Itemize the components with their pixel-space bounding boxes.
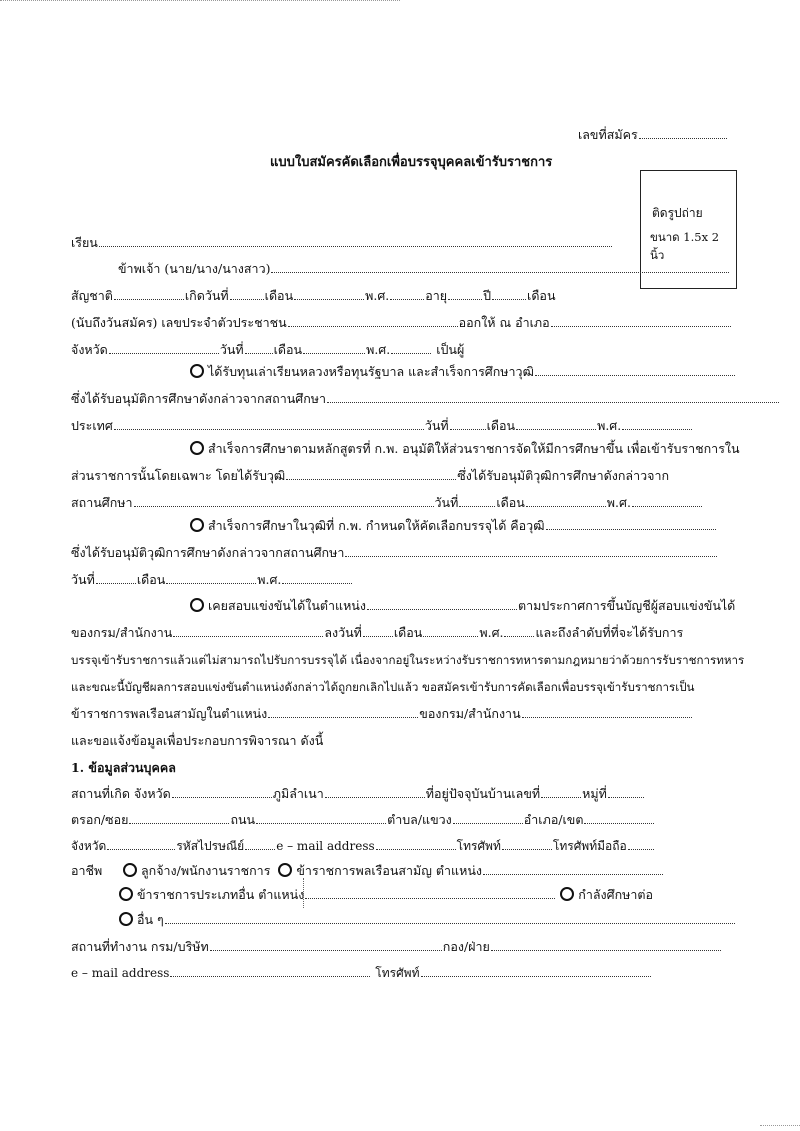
birth-year-field[interactable]: [390, 288, 424, 300]
birthplace-row: [71, 786, 645, 802]
age-label: อายุ: [425, 288, 448, 303]
postcode-field[interactable]: [245, 838, 275, 850]
option-2-year-label: พ.ศ.: [606, 495, 631, 510]
option-2-month-label: เดือน: [496, 495, 525, 510]
issued-date-field[interactable]: [245, 342, 273, 354]
option-4-year-field[interactable]: [504, 625, 534, 637]
option-2-institution-field[interactable]: [134, 495, 434, 507]
option-3-year-label: พ.ศ.: [257, 572, 282, 587]
address-label: ที่อยู่ปัจจุบันบ้านเลขที่: [425, 786, 541, 801]
workplace-field[interactable]: [210, 939, 442, 951]
occupation-others-field[interactable]: [165, 912, 735, 924]
domicile-label: ภูมิลำเนา: [272, 786, 324, 801]
issued-district-field[interactable]: [551, 315, 731, 327]
option-2-row: [190, 441, 740, 457]
option-1-degree-field[interactable]: [535, 364, 735, 376]
other-official-position-field[interactable]: [305, 887, 555, 899]
option-4-civil-position-field[interactable]: [268, 706, 418, 718]
option-2-radio[interactable]: [190, 441, 204, 455]
road-label: ถนน: [230, 812, 256, 827]
birth-month-label: เดือน: [264, 288, 294, 303]
as-of-label: (นับถึงวันสมัคร): [71, 315, 158, 330]
house-number-field[interactable]: [541, 786, 581, 798]
option-2-label: สำเร็จการศึกษาตามหลักสูตรที่ ก.พ. อนุมัติให้ส่วนราชการจัดให้มีการศึกษาขึ้น เพื่อเข้ารับราชการใน: [208, 441, 740, 456]
issued-date-label: วันที่: [219, 342, 244, 357]
option-1-month-label: เดือน: [486, 418, 516, 433]
option-3-institution-field[interactable]: [345, 545, 717, 557]
option-3-approved-label: ซึ่งได้รับอนุมัติวุฒิการศึกษาดังกล่าวจากสถานศึกษา: [71, 545, 345, 560]
road-field[interactable]: [256, 812, 386, 824]
phone-label: โทรศัพท์: [456, 839, 501, 853]
option-1-radio[interactable]: [190, 364, 204, 378]
option-2-degree-field[interactable]: [286, 468, 456, 480]
birthplace-label: สถานที่เกิด จังหวัด: [71, 786, 171, 801]
option-1-row: [190, 364, 736, 380]
occupation-others-radio[interactable]: [119, 912, 133, 926]
occupation-row-2: [119, 887, 653, 903]
option-1-label: ได้รับทุนเล่าเรียนหลวงหรือทุนรัฐบาล และสำเร็จการศึกษาวุฒิ: [208, 364, 534, 379]
nationality-field[interactable]: [114, 288, 184, 300]
option-3-year-field[interactable]: [282, 572, 352, 584]
option-2-date-field[interactable]: [459, 495, 495, 507]
issued-province-field[interactable]: [109, 342, 219, 354]
photo-box-line2: ขนาด 1.5x 2 นิ้ว: [650, 230, 720, 262]
photo-box-line1: ติดรูปถ่าย: [652, 206, 703, 220]
subdistrict-field[interactable]: [453, 812, 523, 824]
scan-edge-bottom: [760, 1125, 800, 1127]
occupation-employee-radio[interactable]: [123, 863, 137, 877]
option-1-year-label: พ.ศ.: [597, 418, 622, 433]
division-field[interactable]: [491, 939, 721, 951]
contact-row: [71, 838, 655, 854]
age-months-field[interactable]: [492, 288, 526, 300]
option-4-para-line2: และขณะนี้บัญชีผลการสอบแข่งขันตำแหน่งดังกล่าวได้ถูกยกเลิกไปแล้ว ขอสมัครเข้ารับการคัดเลือกเพื่อบรรจุเข้ารับราชการเป็น: [71, 680, 695, 694]
province-label: จังหวัด: [71, 839, 107, 853]
issued-province-row: [71, 342, 464, 358]
subdistrict-label: ตำบล/แขวง: [387, 812, 452, 827]
age-years-field[interactable]: [448, 288, 482, 300]
option-1-date-field[interactable]: [450, 418, 486, 430]
option-3-degree-field[interactable]: [546, 518, 716, 530]
option-4-row: [190, 598, 735, 614]
email-label: e – mail address: [276, 839, 375, 853]
work-email-field[interactable]: [170, 965, 370, 977]
postcode-label: รหัสไปรษณีย์: [176, 839, 245, 853]
alley-row: [71, 812, 655, 828]
option-2-date-label: วันที่: [434, 495, 459, 510]
nationality-row: [71, 288, 556, 304]
option-1-approved-row: [71, 391, 780, 407]
option-4-position-row: [71, 706, 693, 722]
nationality-label: สัญชาติ: [71, 288, 113, 303]
option-4-label: เคยสอบแข่งขันได้ในตำแหน่ง: [208, 598, 366, 613]
option-3-date-row: [71, 572, 353, 588]
moo-label: หมู่ที่: [582, 786, 607, 801]
issued-year-field[interactable]: [391, 342, 431, 354]
option-1-country-field[interactable]: [114, 418, 424, 430]
phone-field[interactable]: [502, 838, 552, 850]
option-4-department2-label: ของกรม/สำนักงาน: [419, 706, 521, 721]
moo-field[interactable]: [608, 786, 644, 798]
option-4-year-label: พ.ศ.: [479, 625, 504, 640]
occupation-other-official-radio[interactable]: [119, 887, 133, 901]
option-4-department-label: ของกรม/สำนักงาน: [71, 625, 173, 640]
work-contact-row: [71, 965, 652, 981]
scan-mark: [303, 878, 304, 908]
occupation-other-official-label: ข้าราชการประเภทอื่น ตำแหน่ง: [137, 887, 305, 902]
district-label: อำเภอ/เขต: [523, 812, 584, 827]
option-3-month-field[interactable]: [166, 572, 256, 584]
option-4-department-row: [71, 625, 683, 641]
to-label: เรียน: [71, 235, 98, 250]
birth-year-label: พ.ศ.: [365, 288, 390, 303]
issued-year-label: พ.ศ.: [366, 342, 391, 357]
to-row: [71, 235, 613, 251]
option-1-approved-label: ซึ่งได้รับอนุมัติการศึกษาดังกล่าวจากสถานศึกษา: [71, 391, 327, 406]
district-field[interactable]: [584, 812, 654, 824]
occupation-label: อาชีพ: [71, 863, 103, 878]
age-years-label: ปี: [483, 288, 492, 303]
option-1-date-label: วันที่: [424, 418, 449, 433]
is-one-who-label: เป็นผู้: [436, 342, 465, 357]
option-4-radio[interactable]: [190, 598, 204, 612]
application-number-field[interactable]: [639, 127, 727, 139]
option-4-civil-position-label: ข้าราชการพลเรือนสามัญในตำแหน่ง: [71, 706, 268, 721]
applicant-label: ข้าพเจ้า (นาย/นาง/นางสาว): [118, 261, 271, 276]
option-2-month-field[interactable]: [526, 495, 606, 507]
option-1-country-label: ประเทศ: [71, 418, 113, 433]
email-field[interactable]: [376, 838, 456, 850]
section-1-heading: 1. ข้อมูลส่วนบุคคล: [71, 760, 176, 775]
occupation-studying-label: กำลังศึกษาต่อ: [578, 887, 654, 902]
application-number-row: [578, 127, 728, 143]
option-2-approved-label: ซึ่งได้รับอนุมัติวุฒิการศึกษาดังกล่าวจาก: [457, 468, 670, 483]
division-label: กอง/ฝ่าย: [442, 939, 490, 954]
option-3-date-label: วันที่: [71, 572, 95, 587]
domicile-field[interactable]: [325, 786, 425, 798]
option-3-label: สำเร็จการศึกษาในวุฒิที่ ก.พ. กำหนดให้คัดเลือกบรรจุได้ คือวุฒิ: [208, 518, 545, 533]
option-2-year-field[interactable]: [632, 495, 702, 507]
occupation-row-1: [71, 863, 664, 879]
option-2-cont-row: [71, 468, 669, 484]
id-row: [71, 315, 732, 331]
option-1-year-field[interactable]: [622, 418, 692, 430]
work-email-label: e – mail address: [71, 966, 170, 980]
to-field[interactable]: [99, 235, 612, 247]
work-phone-field[interactable]: [421, 965, 651, 977]
option-1-institution-field[interactable]: [327, 391, 779, 403]
province-field[interactable]: [107, 838, 175, 850]
issued-at-label: ออกให้ ณ อำเภอ: [458, 315, 550, 330]
option-2-institution-label: สถานศึกษา: [71, 495, 133, 510]
option-1-country-row: [71, 418, 693, 434]
option-2-cont-label: ส่วนราชการนั้นโดยเฉพาะ โดยได้รับวุฒิ: [71, 468, 286, 483]
option-4-month-field[interactable]: [423, 625, 478, 637]
civil-servant-position-field[interactable]: [483, 863, 663, 875]
option-4-date-field[interactable]: [363, 625, 393, 637]
option-3-row: [190, 518, 717, 534]
option-4-department-field[interactable]: [173, 625, 323, 637]
option-4-announcement-label: ตามประกาศการขึ้นบัญชีผู้สอบแข่งขันได้: [517, 598, 736, 613]
workplace-row: [71, 939, 722, 955]
applicant-row: [118, 261, 730, 277]
option-1-month-field[interactable]: [516, 418, 596, 430]
birthplace-province-field[interactable]: [172, 786, 272, 798]
occupation-employee-label: ลูกจ้าง/พนักงานราชการ: [140, 863, 271, 878]
birth-day-label: เกิดวันที่: [184, 288, 229, 303]
option-3-date-field[interactable]: [96, 572, 136, 584]
age-months-label: เดือน: [527, 288, 556, 303]
birth-day-field[interactable]: [230, 288, 264, 300]
option-3-radio[interactable]: [190, 518, 204, 532]
option-4-para-line1: บรรจุเข้ารับราชการแล้วแต่ไม่สามารถไปรับการบรรจุได้ เนื่องจากอยู่ในระหว่างรับราชการทหารตามกฎหมายว่าด้วยการรับราชการทหาร: [71, 653, 745, 667]
occupation-studying-radio[interactable]: [560, 887, 574, 901]
option-2-institution-row: [71, 495, 703, 511]
option-4-position-field[interactable]: [367, 598, 517, 610]
alley-label: ตรอก/ซอย: [71, 812, 129, 827]
option-3-month-label: เดือน: [136, 572, 166, 587]
option-4-department2-field[interactable]: [522, 706, 692, 718]
option-4-rank-label: และถึงลำดับที่ที่จะได้รับการ: [535, 625, 684, 640]
occupation-row-3: [119, 912, 736, 928]
page-title: แบบใบสมัครคัดเลือกเพื่อบรรจุบุคคลเข้ารับราชการ: [270, 155, 553, 170]
id-number-label: เลขประจำตัวประชาชน: [161, 315, 287, 330]
occupation-civil-servant-label: ข้าราชการพลเรือนสามัญ ตำแหน่ง: [296, 863, 482, 878]
birth-month-field[interactable]: [294, 288, 364, 300]
option-3-approved-row: [71, 545, 718, 561]
applicant-name-field[interactable]: [271, 261, 729, 273]
issued-month-label: เดือน: [273, 342, 303, 357]
occupation-civil-servant-radio[interactable]: [278, 863, 292, 877]
issued-month-field[interactable]: [303, 342, 365, 354]
workplace-label: สถานที่ทำงาน กรม/บริษัท: [71, 939, 209, 954]
mobile-label: โทรศัพท์มือถือ: [552, 839, 627, 853]
application-number-label: เลขที่สมัคร: [578, 127, 638, 142]
mobile-field[interactable]: [628, 838, 654, 850]
work-phone-label: โทรศัพท์: [375, 966, 420, 980]
id-number-field[interactable]: [288, 315, 458, 327]
scan-edge-top: [0, 0, 400, 5]
option-4-dated-label: ลงวันที่: [324, 625, 362, 640]
occupation-others-label: อื่น ๆ: [137, 912, 164, 927]
option-4-month-label: เดือน: [393, 625, 423, 640]
closing-text: และขอแจ้งข้อมูลเพื่อประกอบการพิจารณา ดังนี้: [71, 733, 324, 748]
issued-province-label: จังหวัด: [71, 342, 108, 357]
alley-field[interactable]: [129, 812, 229, 824]
